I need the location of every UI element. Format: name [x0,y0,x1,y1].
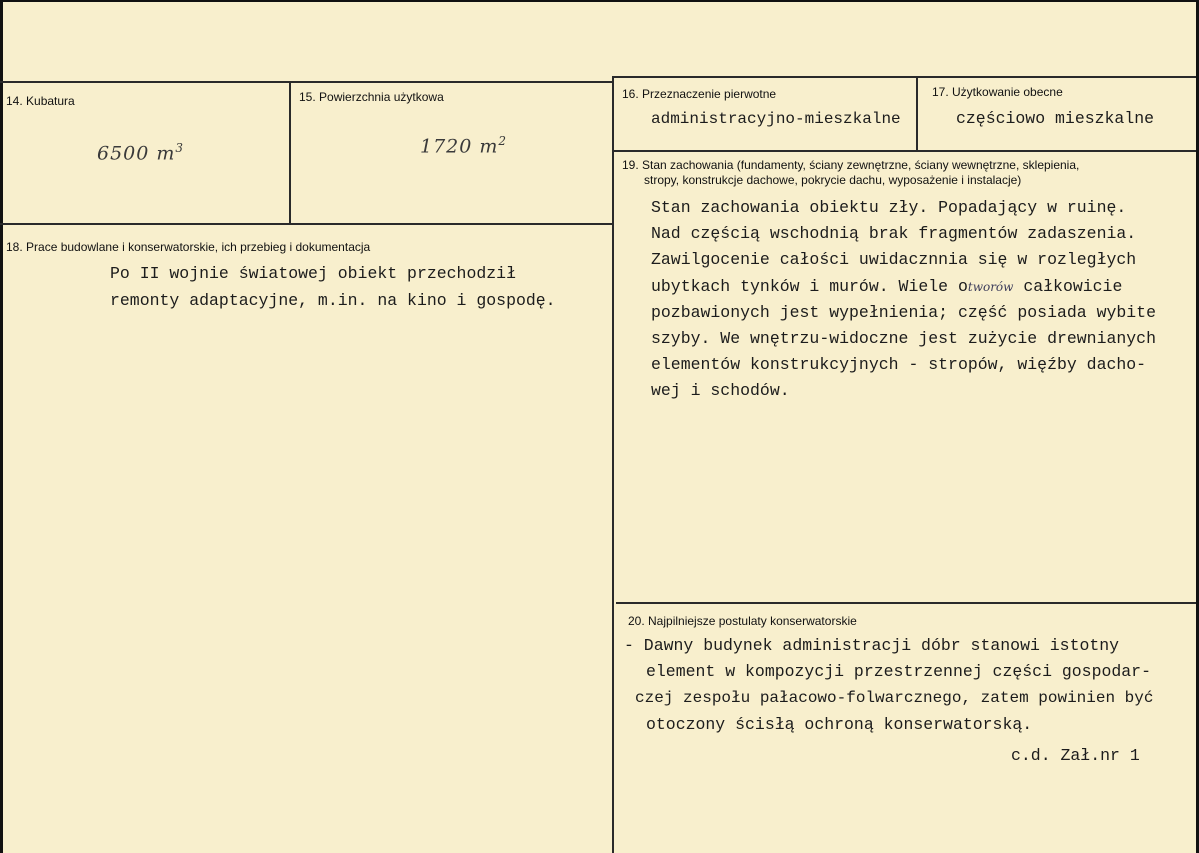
rule-under-16-17 [612,150,1196,152]
field-18-label: 18. Prace budowlane i konserwatorskie, ich przebieg i dokumentacja [6,240,371,254]
card-edge-top [0,0,1199,2]
field-15-value [420,134,507,157]
field-20-line: czej zespołu pałacowo-folwarcznego, zatem powinien być [635,689,1154,708]
handwritten-insert: tworów [967,279,1014,294]
field-14-value-text: 6500 m [97,142,176,165]
rule-above-20 [616,602,1196,604]
field-14-label: 14. Kubatura [6,94,75,108]
rule-top-right [612,76,1196,78]
field-14-value [97,141,184,164]
field-19-line: Stan zachowania obiektu zły. Popadający w ruinę. [651,198,1127,217]
field-19-line: Zawilgocenie całości uwidacznnia się w rozległych [651,250,1137,270]
field-14-unit-exponent: 3 [175,141,185,155]
field-17-label: 17. Użytkowanie obecne [932,85,1063,99]
field-20-line: element w kompozycji przestrzennej części gospodar- [646,662,1151,682]
field-19-text [651,195,1156,405]
field-15-unit-exponent: 2 [498,134,508,148]
field-20-text [624,633,1153,738]
field-19-label-line2: stropy, konstrukcje dachowe, pokrycie dachu, wyposażenie i instalacje) [644,173,1022,187]
field-16-label: 16. Przeznaczenie pierwotne [622,87,777,101]
field-19-label-line1: 19. Stan zachowania (fundamenty, ściany zewnętrzne, ściany wewnętrzne, sklepienia, [622,158,1080,172]
field-19-line: pozbawionych jest wypełnienia; część posiada wybite [651,302,1156,322]
rule-between-16-17 [916,77,918,151]
field-18-line: Po II wojnie światowej obiekt przechodził [110,264,516,283]
field-19-line-with-insert [651,274,1156,300]
field-19-line-end: całkowicie [1023,276,1123,296]
rule-between-14-15 [289,82,291,224]
field-16-value: administracyjno-mieszkalne [651,110,901,128]
rule-top-left [0,81,612,83]
field-15-value-text: 1720 m [420,135,499,158]
rule-under-14-15 [0,223,614,225]
rule-center [612,77,614,853]
field-19-line: elementów konstrukcyjnych - stropów, więźby dacho- [651,355,1147,375]
card-edge-left [0,0,3,853]
field-19-insert-prefix: o [957,276,968,296]
field-20-label: 20. Najpilniejsze postulaty konserwatorskie [628,614,857,628]
field-18-line: remonty adaptacyjne, m.in. na kino i gospodę. [110,291,556,310]
field-19-line: wej i schodów. [651,381,790,401]
field-20-line: - Dawny budynek administracji dóbr stanowi istotny [624,636,1120,655]
field-18-text [110,260,556,314]
field-17-value: częściowo mieszkalne [956,109,1155,128]
field-20-footer: c.d. Zał.nr 1 [1011,746,1140,765]
field-19-line: Nad częścią wschodnią brak fragmentów zadaszenia. [651,224,1137,244]
field-15-label: 15. Powierzchnia użytkowa [299,90,444,104]
field-19-line-start: ubytkach tynków i murów. Wiele [651,276,949,296]
field-20-line: otoczony ścisłą ochroną konserwatorską. [646,714,1033,734]
field-19-line: szyby. We wnętrzu-widoczne jest zużycie drewnianych [651,329,1156,349]
